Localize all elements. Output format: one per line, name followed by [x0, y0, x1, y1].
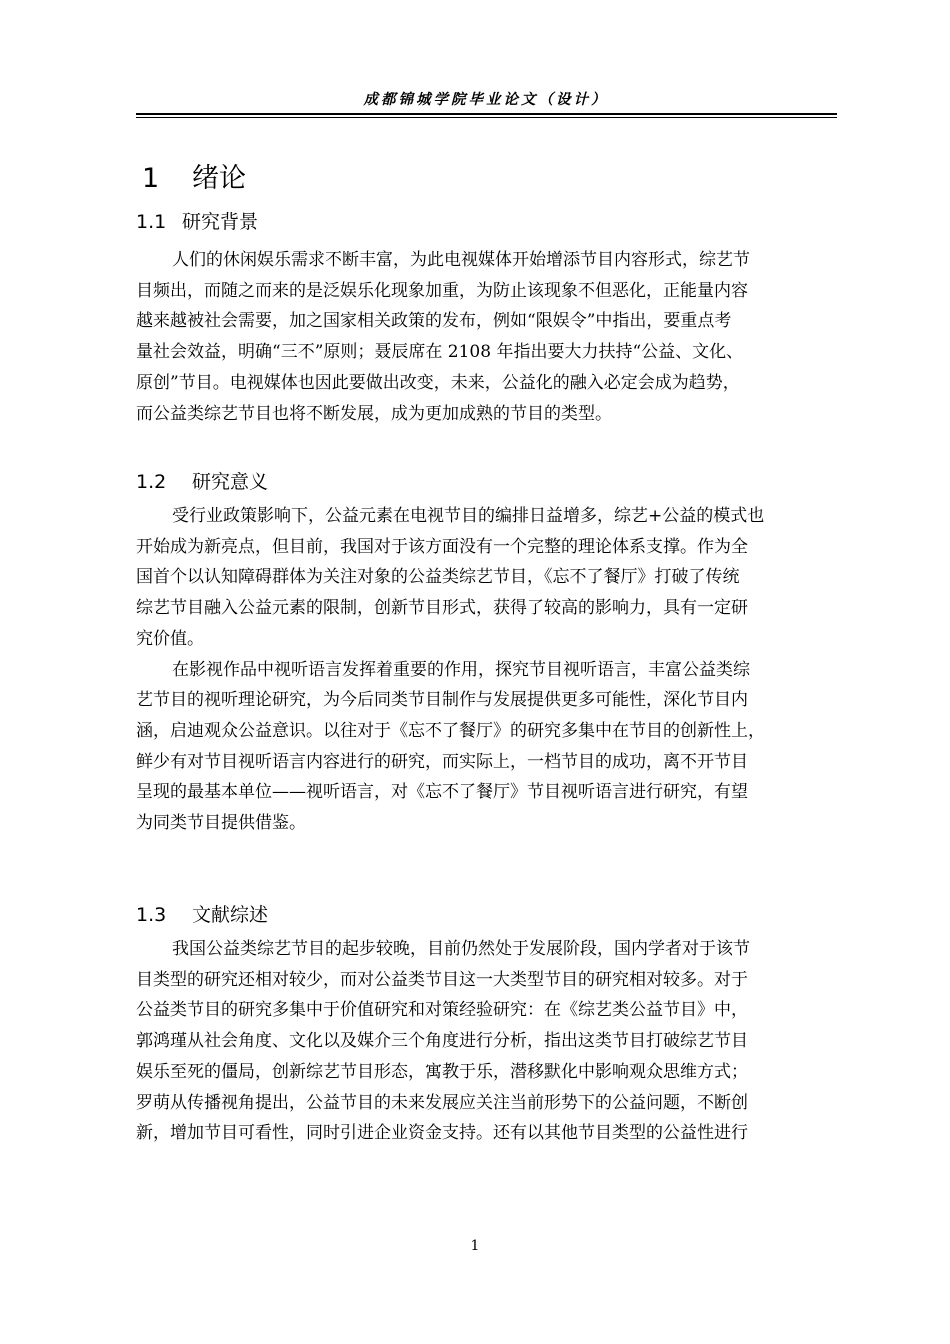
text-line: 娱乐至死的僵局，创新综艺节目形态，寓教于乐，潜移默化中影响观众思维方式； [136, 1061, 748, 1082]
paragraph [136, 501, 838, 839]
section-title: 文献综述 [192, 904, 269, 926]
section-heading [136, 207, 258, 234]
text-line: 而公益类综艺节目也将不断发展，成为更加成熟的节目的类型。 [136, 403, 612, 424]
text-line: 受行业政策影响下，公益元素在电视节目的编排日益增多，综艺+公益的模式也 [172, 506, 765, 526]
text-line: 鲜少有对节目视听语言内容进行的研究，而实际上，一档节目的成功，离不开节目 [136, 751, 748, 772]
section-heading [136, 467, 268, 494]
header-rule [136, 113, 837, 115]
text-line: 我国公益类综艺节目的起步较晚，目前仍然处于发展阶段，国内学者对于该节 [172, 939, 750, 959]
paragraph [136, 934, 838, 1149]
text-line: 呈现的最基本单位——视听语言，对《忘不了餐厅》节目视听语言进行研究，有望 [136, 782, 748, 803]
section-title: 研究背景 [182, 211, 259, 233]
page-number: 1 [470, 1238, 480, 1254]
text-line: 综艺节目融入公益元素的限制，创新节目形式，获得了较高的影响力，具有一定研 [136, 598, 748, 619]
chapter-title: 绪论 [192, 163, 246, 194]
chapter-heading [142, 156, 246, 195]
text-line: 量社会效益，明确“三不”原则；聂辰席在 2108 年指出要大力扶持“公益、文化、 [136, 342, 744, 363]
text-line: 郭鸿瑾从社会角度、文化以及媒介三个角度进行分析，指出这类节目打破综艺节目 [136, 1031, 748, 1052]
text-line: 开始成为新亮点，但目前，我国对于该方面没有一个完整的理论体系支撑。作为全 [136, 536, 748, 557]
page-header: 成都锦城学院毕业论文（设计） [363, 92, 609, 108]
section-number: 1.2 [136, 471, 167, 493]
section-heading [136, 900, 268, 927]
text-line: 人们的休闲娱乐需求不断丰富，为此电视媒体开始增添节目内容形式，综艺节 [172, 250, 750, 270]
paragraph [136, 245, 838, 429]
text-line: 国首个以认知障碍群体为关注对象的公益类综艺节目，《忘不了餐厅》打破了传统 [136, 567, 740, 588]
text-line: 究价值。 [136, 628, 204, 649]
text-line: 目类型的研究还相对较少，而对公益类节目这一大类型节目的研究相对较多。对于 [136, 969, 748, 990]
section-number: 1.1 [136, 211, 167, 233]
text-line: 新，增加节目可看性，同时引进企业资金支持。还有以其他节目类型的公益性进行 [136, 1123, 748, 1144]
text-line: 公益类节目的研究多集中于价值研究和对策经验研究：在《综艺类公益节目》中， [136, 1000, 748, 1021]
text-line: 为同类节目提供借鉴。 [136, 813, 306, 834]
text-line: 涵，启迪观众公益意识。以往对于《忘不了餐厅》的研究多集中在节目的创新性上， [136, 720, 765, 741]
header-rule-thin [136, 117, 837, 118]
text-line: 在影视作品中视听语言发挥着重要的作用，探究节目视听语言，丰富公益类综 [172, 659, 750, 680]
section-number: 1.3 [136, 904, 167, 926]
text-line: 艺节目的视听理论研究，为今后同类节目制作与发展提供更多可能性，深化节目内 [136, 690, 748, 711]
section-title: 研究意义 [192, 471, 269, 493]
text-line: 越来越被社会需要，加之国家相关政策的发布，例如“限娱令”中指出，要重点考 [136, 311, 732, 332]
text-line: 罗萌从传播视角提出，公益节目的未来发展应关注当前形势下的公益问题，不断创 [136, 1092, 748, 1113]
text-line: 目频出，而随之而来的是泛娱乐化现象加重，为防止该现象不但恶化，正能量内容 [136, 280, 748, 301]
chapter-number: 1 [142, 163, 160, 194]
text-line: 原创”节目。电视媒体也因此要做出改变，未来，公益化的融入必定会成为趋势， [136, 372, 740, 393]
